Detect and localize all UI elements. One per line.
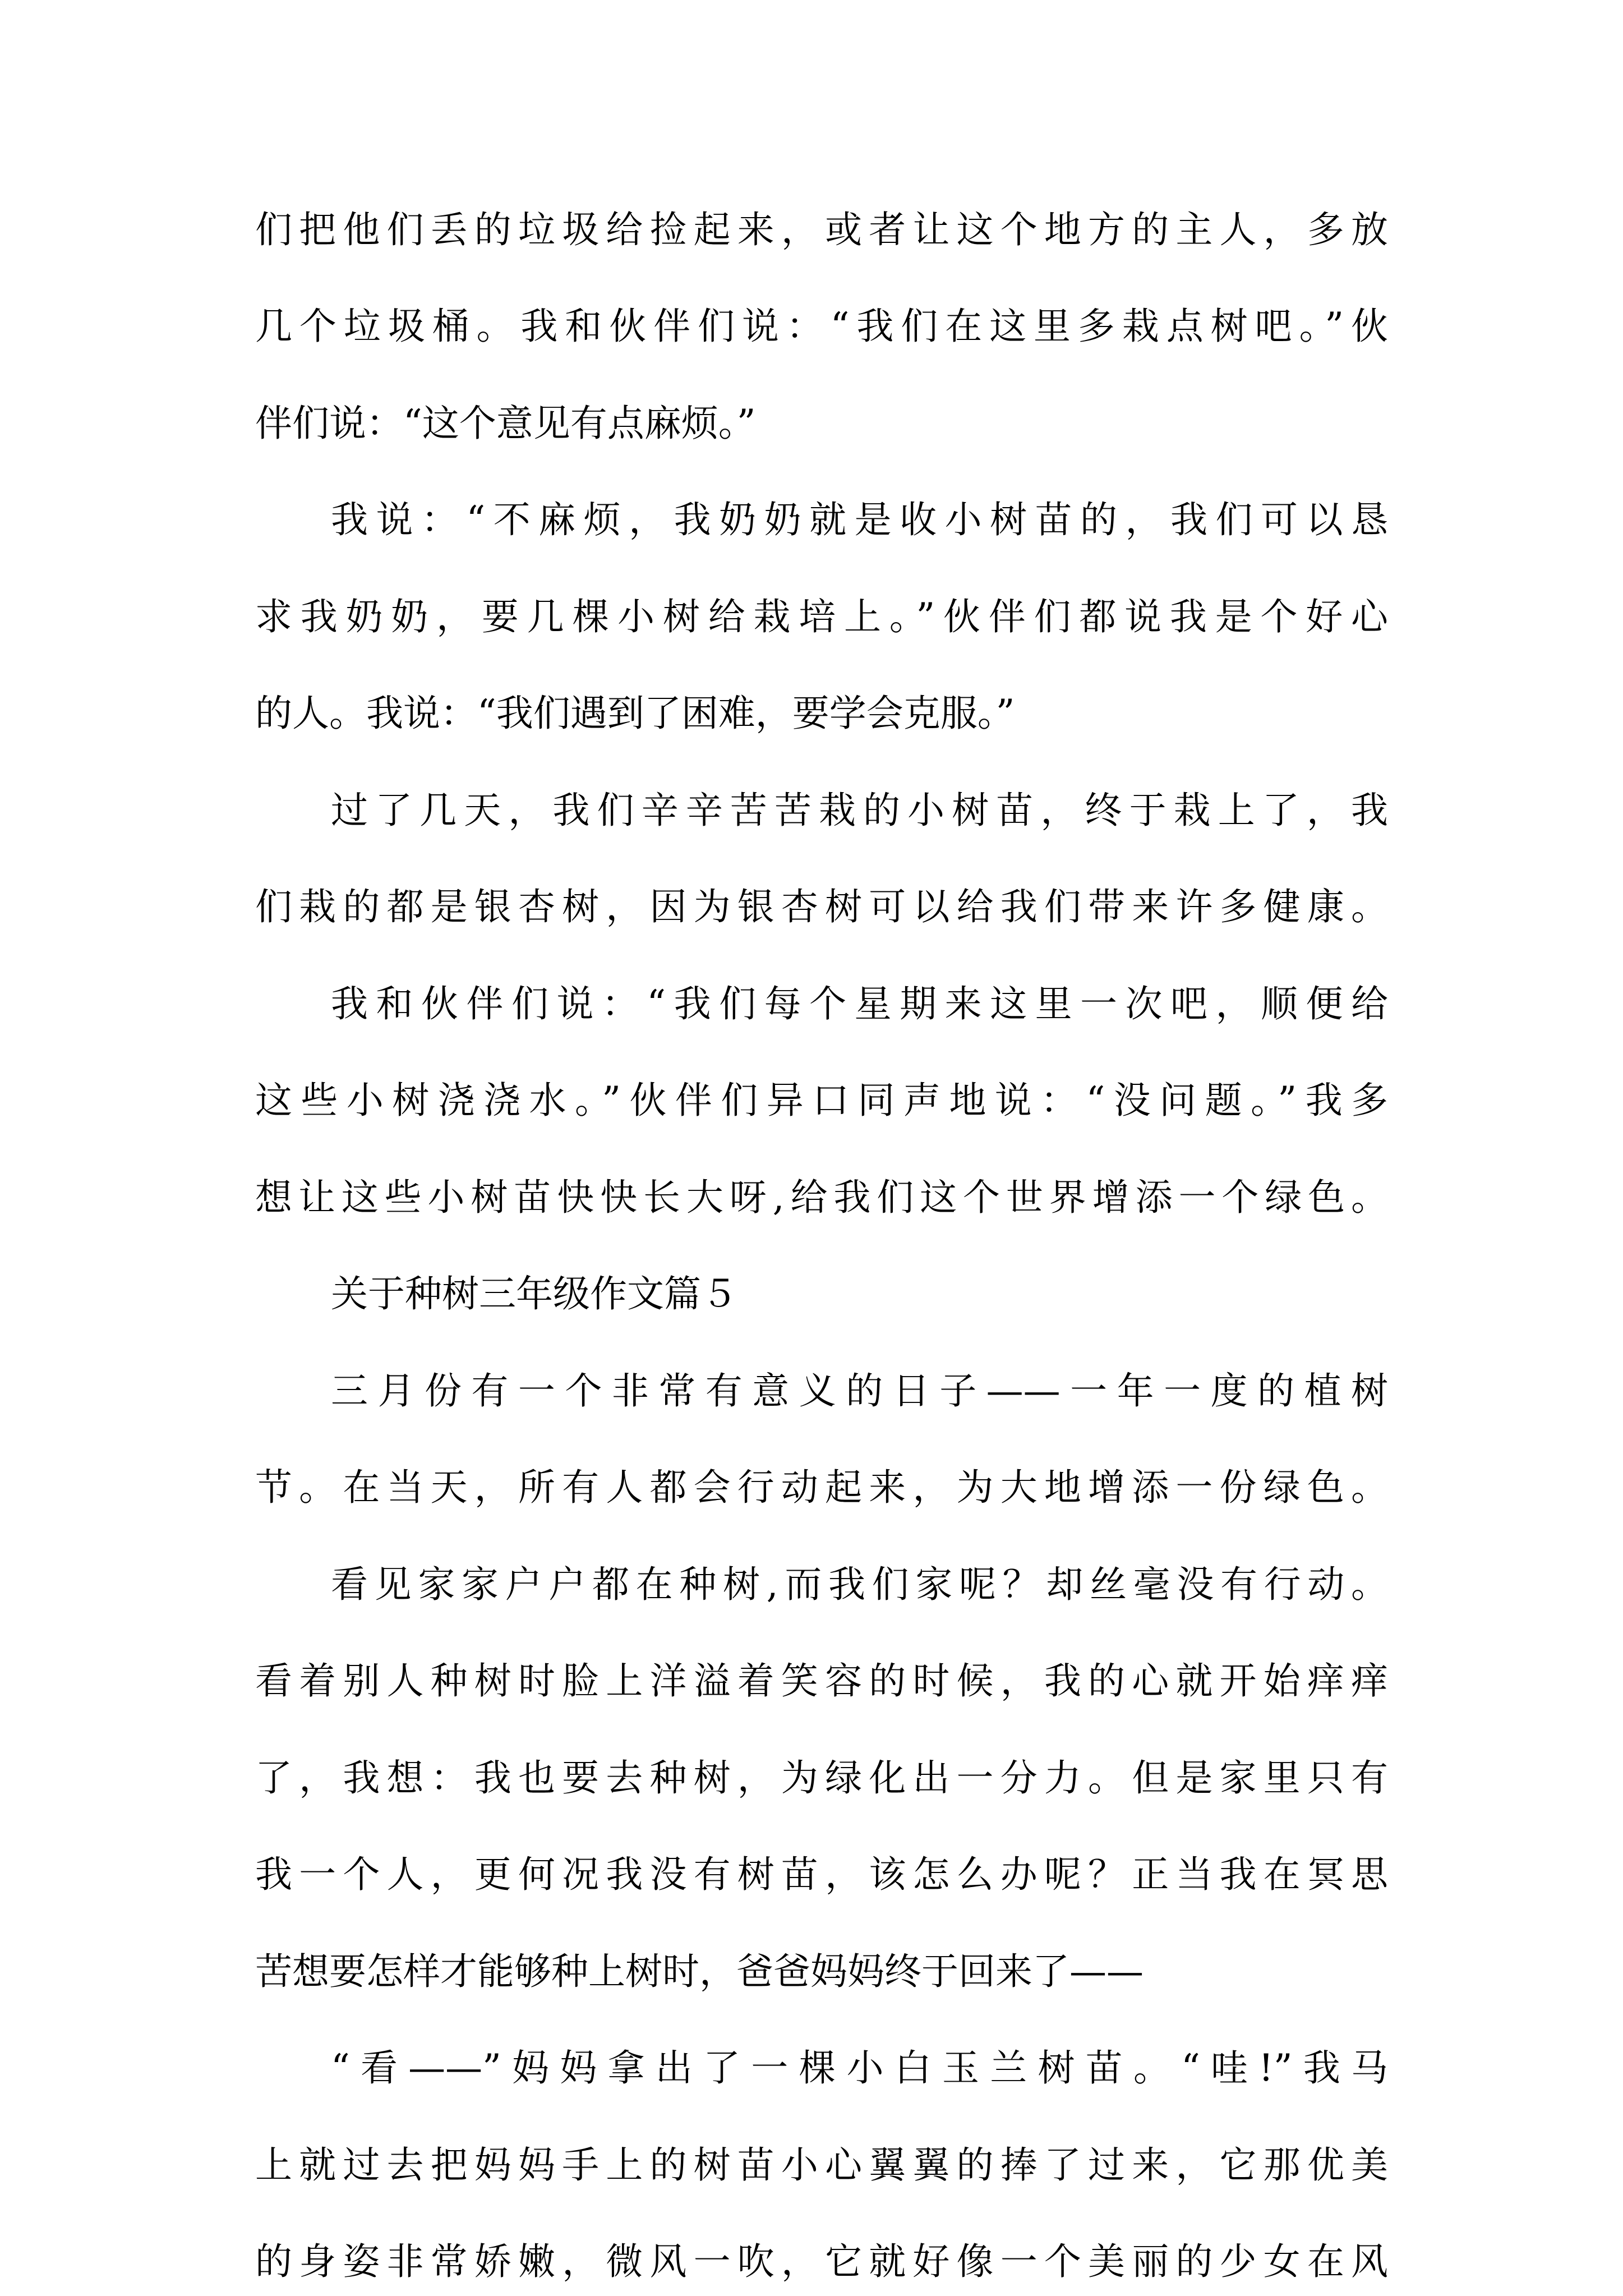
paragraph-first-line: 我说：“不麻烦，我奶奶就是收小树苗的，我们可以恳	[331, 498, 1388, 541]
text-line: 了，我想：我也要去种树，为绿化出一分力。但是家里只有	[255, 1756, 1388, 1800]
text-line: 想让这些小树苗快快长大呀,给我们这个世界增添一个绿色。	[255, 1176, 1388, 1219]
text-line: 看着别人种树时脸上洋溢着笑容的时候，我的心就开始痒痒	[255, 1659, 1388, 1703]
text-line: 伴们说：“这个意见有点麻烦。”	[255, 402, 756, 445]
text-line: 节。在当天，所有人都会行动起来，为大地增添一份绿色。	[255, 1466, 1388, 1509]
text-line: 几个垃圾桶。我和伙伴们说：“我们在这里多栽点树吧。”伙	[255, 305, 1388, 348]
paragraph-first-line: 我和伙伴们说：“我们每个星期来这里一次吧，顺便给	[331, 982, 1388, 1025]
paragraph-first-line: “看——”妈妈拿出了一棵小白玉兰树苗。“哇!”我马	[331, 2046, 1388, 2090]
text-line: 苦想要怎样才能够种上树时，爸爸妈妈终于回来了——	[255, 1950, 1144, 1993]
paragraph-first-line: 看见家家户户都在种树,而我们家呢？却丝毫没有行动。	[331, 1563, 1388, 1606]
paragraph-first-line: 过了几天，我们辛辛苦苦栽的小树苗，终于栽上了，我	[331, 789, 1388, 832]
paragraph-first-line: 三月份有一个非常有意义的日子——一年一度的植树	[331, 1369, 1388, 1412]
text-line: 的身姿非常娇嫩，微风一吹，它就好像一个美丽的少女在风	[255, 2240, 1388, 2283]
text-line: 求我奶奶，要几棵小树给栽培上。”伙伴们都说我是个好心	[255, 595, 1388, 638]
text-line: 上就过去把妈妈手上的树苗小心翼翼的捧了过来，它那优美	[255, 2143, 1388, 2187]
text-line: 我一个人，更何况我没有树苗，该怎么办呢？正当我在冥思	[255, 1853, 1388, 1896]
text-line: 们栽的都是银杏树，因为银杏树可以给我们带来许多健康。	[255, 885, 1388, 928]
text-line: 的人。我说：“我们遇到了困难，要学会克服。”	[255, 692, 1015, 735]
section-heading: 关于种树三年级作文篇５	[331, 1272, 738, 1315]
text-line: 这些小树浇浇水。”伙伴们异口同声地说：“没问题。”我多	[255, 1079, 1388, 1122]
text-line: 们把他们丢的垃圾给捡起来，或者让这个地方的主人，多放	[255, 208, 1388, 251]
